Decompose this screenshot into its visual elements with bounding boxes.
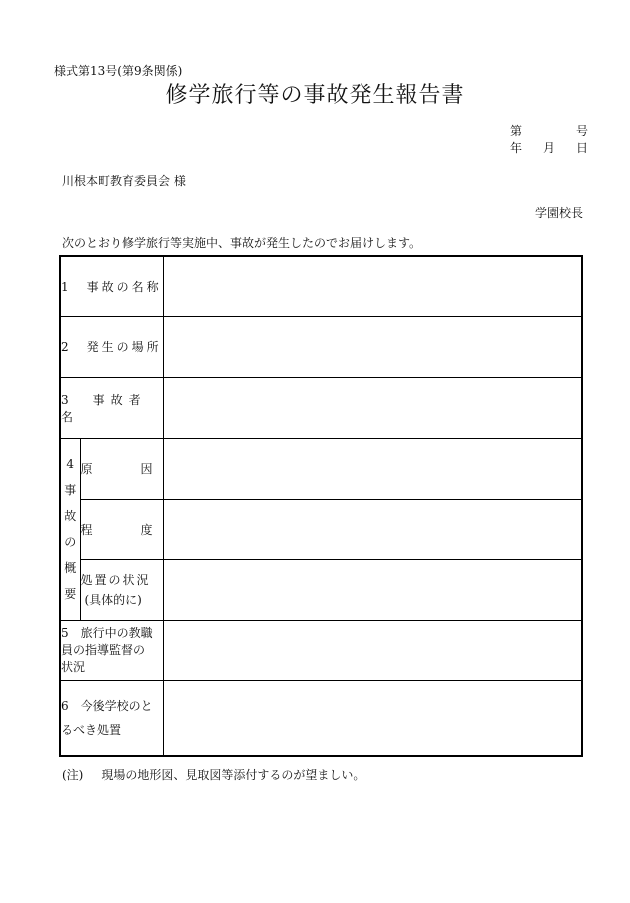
future-measures-label-line2: るべき処置 <box>61 722 122 737</box>
group-char: 事 <box>64 483 77 497</box>
group-char: 要 <box>64 587 77 601</box>
report-table <box>59 255 583 757</box>
document-number-line <box>510 122 588 139</box>
extent-field[interactable] <box>163 499 582 559</box>
response-field[interactable] <box>163 559 582 620</box>
doc-number-prefix: 第 <box>510 124 523 138</box>
table-row <box>60 499 582 559</box>
addressee: 川根本町教育委員会 様 <box>62 174 186 188</box>
date-day: 日 <box>575 141 588 155</box>
accident-name-label: 1 事故の名称 <box>60 256 163 316</box>
intro-text: 次のとおり修学旅行等実施中、事故が発生したのでお届けします。 <box>62 236 422 250</box>
victim-name-label: 3 事故者名 <box>60 377 163 438</box>
location-label: 2 発生の場所 <box>60 316 163 377</box>
future-measures-field[interactable] <box>163 680 582 756</box>
date-month: 月 <box>542 141 555 155</box>
note-text: 現場の地形図、見取図等添付するのが望ましい。 <box>101 768 366 782</box>
cause-label <box>80 438 163 499</box>
response-label <box>80 559 163 620</box>
date-line <box>510 139 588 156</box>
date-year: 年 <box>510 141 523 155</box>
table-row <box>60 559 582 620</box>
response-label-line2: (具体的に) <box>84 592 142 607</box>
footnote <box>62 766 365 783</box>
extent-label <box>80 499 163 559</box>
table-row <box>60 438 582 499</box>
supervision-label-line3: 状況 <box>61 659 86 674</box>
table-row <box>60 256 582 316</box>
group-char: 故 <box>64 509 77 523</box>
document-title: 修学旅行等の事故発生報告書 <box>165 83 465 108</box>
future-measures-label-line1: 6 今後学校のと <box>61 698 153 713</box>
extent-label-right: 度 <box>140 522 153 537</box>
accident-name-field[interactable] <box>163 256 582 316</box>
group-char: 4 <box>66 457 75 471</box>
sender: 学園校長 <box>535 206 584 220</box>
table-row <box>60 620 582 680</box>
response-label-line1: 処置の状況 <box>80 572 151 587</box>
table-row <box>60 316 582 377</box>
cause-label-left: 原 <box>80 462 93 476</box>
victim-name-field[interactable] <box>163 377 582 438</box>
supervision-label-line2: 員の指導監督の <box>61 642 146 657</box>
table-row <box>60 680 582 756</box>
extent-label-left: 程 <box>80 522 93 537</box>
note-label: (注) <box>62 768 84 782</box>
group-char: の <box>64 535 77 549</box>
summary-group-label <box>60 438 80 620</box>
supervision-field[interactable] <box>163 620 582 680</box>
cause-label-right: 因 <box>140 462 153 476</box>
future-measures-label <box>60 680 163 756</box>
supervision-label <box>60 620 163 680</box>
table-row <box>60 377 582 438</box>
group-char: 概 <box>64 561 77 575</box>
supervision-label-line1: 5 旅行中の教職 <box>61 625 153 640</box>
form-number: 様式第13号(第9条関係) <box>54 64 183 78</box>
cause-field[interactable] <box>163 438 582 499</box>
doc-number-suffix: 号 <box>575 124 588 138</box>
location-field[interactable] <box>163 316 582 377</box>
